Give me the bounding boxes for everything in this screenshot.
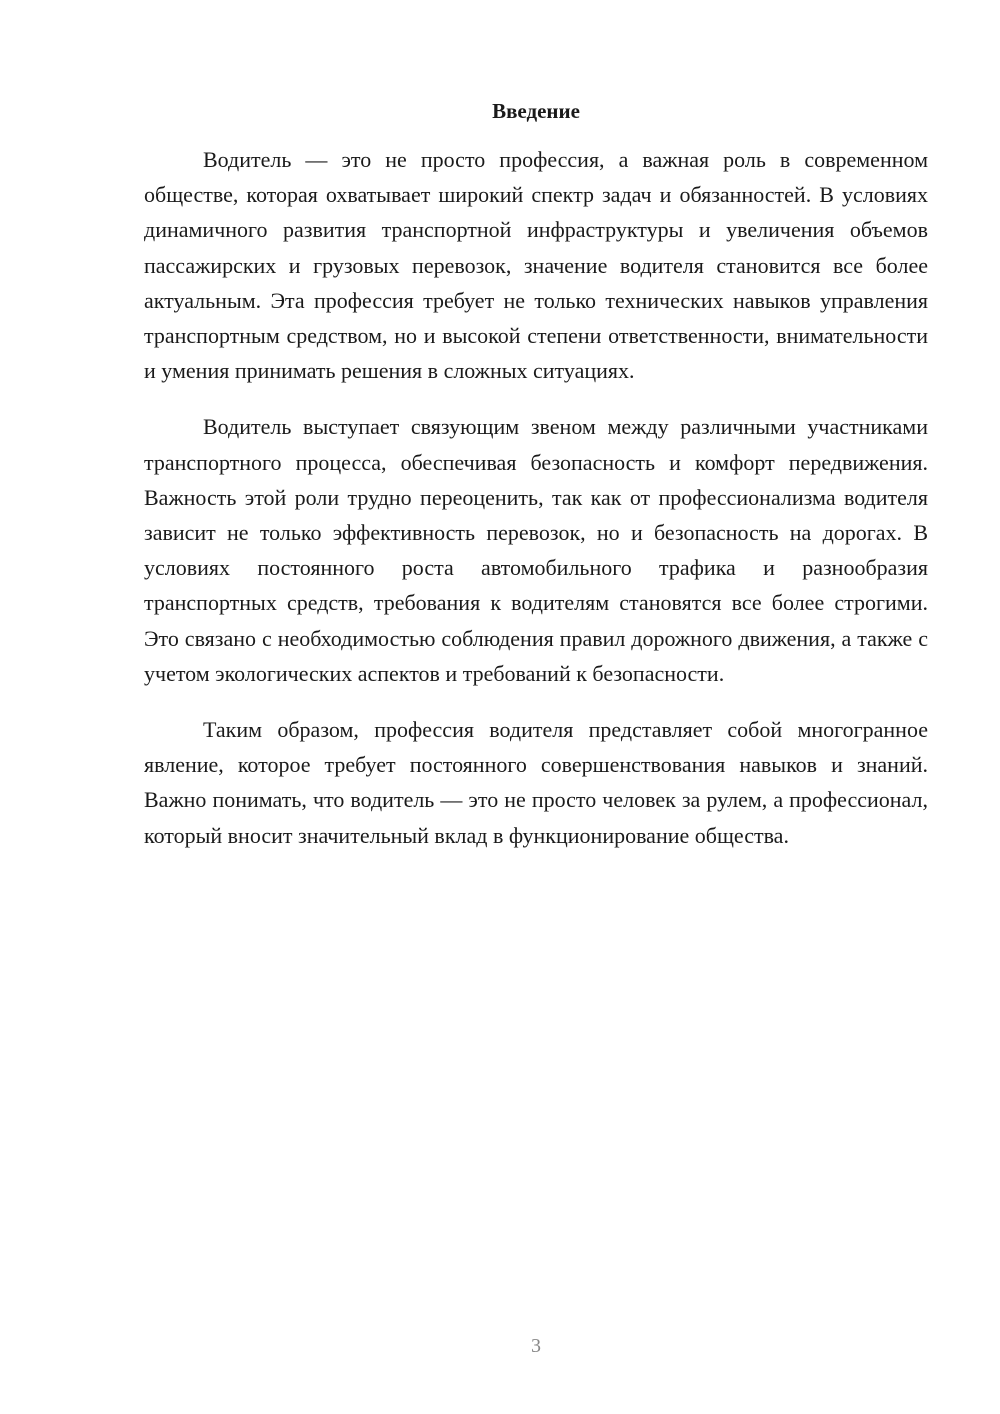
paragraph-3: Таким образом, профессия водителя представляет собой многогранное явление, которое требует постоянного совершенствования навыков и знаний. Важно понимать, что водитель — это не просто человек за рулем, а профессионал, который вносит значительный вклад в функционирование общества. xyxy=(144,717,928,848)
paragraph-1: Водитель — это не просто профессия, а важная роль в современном обществе, которая охватывает широкий спектр задач и обязанностей. В условиях динамичного развития транспортной инфраструктуры и увеличения объемов пассажирских и грузовых перевозок, значение водителя становится все более актуальным. Эта профессия требует не только технических навыков управления транспортным средством, но и высокой степени ответственности, внимательности и умения принимать решения в сложных ситуациях. xyxy=(144,147,928,384)
section-title: Введение xyxy=(492,99,580,123)
page-number: 3 xyxy=(531,1335,541,1357)
paragraph-2: Водитель выступает связующим звеном между различными участниками транспортного процесса, обеспечивая безопасность и комфорт передвижения. Важность этой роли трудно переоценить, так как от профессионализма водителя зависит не только эффективность перевозок, но и безопасность на дорогах. В условиях постоянного роста автомобильного трафика и разнообразия транспортных средств, требования к водителям становятся все более строгими. Это связано с необходимостью соблюдения правил дорожного движения, а также с учетом экологических аспектов и требований к безопасности. xyxy=(144,414,928,686)
body-text xyxy=(144,142,928,874)
